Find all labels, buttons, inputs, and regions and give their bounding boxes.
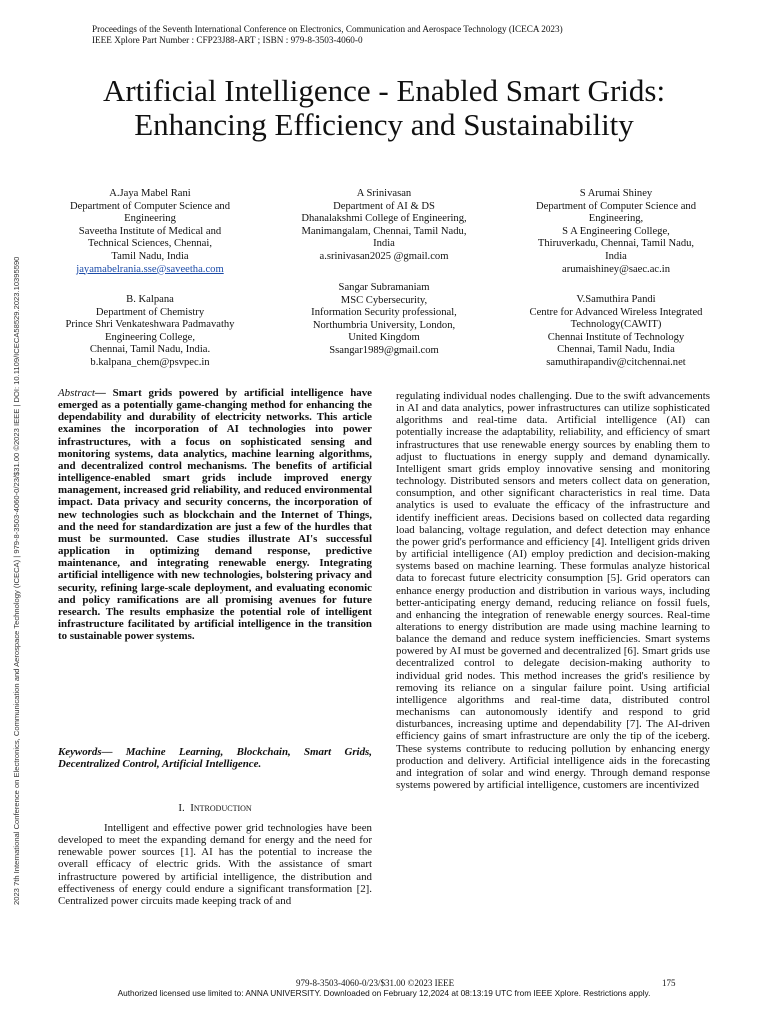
author-email[interactable] xyxy=(60,264,240,277)
author-email: Ssangar1989@gmail.com xyxy=(329,344,439,356)
author-block xyxy=(526,188,706,276)
doi-sidebar: 2023 7th International Conference on Electronics, Communication and Aerospace Technology (ICECA) | 979-8-3503-4060-0/23/$31.00 ©2023 IEEE | DOI: 10.1109/ICECA58529.2023.10395590 xyxy=(12,256,21,905)
abstract-text: Smart grids powered by artificial intelligence have emerged as a potentially game-changing method for enhancing the dependability and durability of electricity networks. This article examines the incorporation of AI technologies into power infrastructures, with a focus on sophisticated sensing and monitoring systems, data analytics, machine learning algorithms, and decentralized control mechanisms. The benefits of artificial intelligence-enabled smart grids include improved energy management, increased grid reliability, and reduced environmental impact. Data privacy and security concerns, the incorporation of new technologies such as blockchain and the Internet of Things, and the need for standardization are just a few of the hurdles that must be surmounted. Case studies illustrate AI's successful application in optimizing demand response, predictive maintenance, and integrating renewable energy. Integrating artificial intelligence with new technologies, bolstering privacy and security, refining large-scale deployment, and evaluating economic and policy ramifications are all promising avenues for future research. The results emphasize the potential role of intelligent infrastructure facilitated by artificial intelligence in the transition to sustainable power systems. xyxy=(58,387,372,643)
author-dept: MSC Cybersecurity, xyxy=(340,294,428,306)
author-dept: Department of AI & DS xyxy=(333,200,435,212)
author-email: samuthirapandiv@citchennai.net xyxy=(546,356,686,368)
copyright-line: 979-8-3503-4060-0/23/$31.00 ©2023 IEEE xyxy=(296,978,455,988)
page-number: 175 xyxy=(662,978,676,988)
author-inst: Information Security professional, Northumbria University, London, xyxy=(311,307,457,331)
author-loc: United Kingdom xyxy=(348,332,420,344)
intro-text: Intelligent and effective power grid technologies have been developed to meet the expanding demand for energy and the need for renewable power sources [1]. AI has the potential to increase the overall efficacy of electric grids. With the assistance of smart infrastructure powered by artificial intelligence, the distribution and effectiveness of energy could endure a significant transformation [2]. Centralized power circuits made keeping track of and xyxy=(58,822,372,907)
author-inst: Chennai Institute of Technology xyxy=(547,331,685,343)
author-loc: Chennai, Tamil Nadu, India. xyxy=(89,344,211,356)
abstract-dash: — xyxy=(94,387,113,399)
author-dept: Department of Chemistry xyxy=(95,306,205,318)
author-dept: Centre for Advanced Wireless Integrated Technology(CAWIT) xyxy=(529,306,703,331)
section-number: I. xyxy=(178,802,185,814)
section-heading xyxy=(58,802,372,814)
author-name: A Srinivasan xyxy=(356,188,412,199)
author-inst: Dhanalakshmi College of Engineering, Manimangalam, Chennai, Tamil Nadu, xyxy=(301,213,467,237)
author-inst: S A Engineering College, xyxy=(562,225,670,237)
abstract xyxy=(58,387,372,642)
keywords: Keywords— Machine Learning, Blockchain, Smart Grids, Decentralized Control, Artificial Intelligence. xyxy=(58,746,372,771)
right-column-text xyxy=(396,390,710,791)
author-name: V.Samuthira Pandi xyxy=(576,294,656,305)
author-email: arumaishiney@saec.ac.in xyxy=(562,263,670,275)
abstract-label: Abstract xyxy=(58,387,95,399)
author-email: a.srinivasan2025 @gmail.com xyxy=(319,250,449,262)
author-loc: Chennai, Tamil Nadu, India xyxy=(557,344,675,356)
author-name: S Arumai Shiney xyxy=(579,188,653,199)
author-name: A.Jaya Mabel Rani xyxy=(109,188,191,199)
author-block xyxy=(60,188,240,276)
author-inst: Prince Shri Venkateshwara Padmavathy Engineering College, xyxy=(65,319,235,343)
author-dept: Department of Computer Science and Engineering xyxy=(69,200,231,225)
author-name: B. Kalpana xyxy=(126,294,174,305)
author-block xyxy=(60,294,240,370)
author-loc: India xyxy=(373,238,395,250)
title-line-1: Artificial Intelligence - Enabled Smart Grids: xyxy=(102,73,666,108)
author-dept: Department of Computer Science and Engineering, xyxy=(535,200,697,225)
author-block xyxy=(288,188,480,264)
paper-title xyxy=(60,74,708,142)
author-email: b.kalpana_chem@psvpec.in xyxy=(90,356,210,368)
section-title: Introduction xyxy=(190,802,252,814)
body-text: regulating individual nodes challenging. Due to the swift advancements in AI and data analytics, power infrastructures can utilize sophisticated algorithms and real-time data. Artificial intelligence (AI) can potentially increase the adaptability, reliability, and efficiency of smart infrastructures that use renewable energy sources by enabling them to adjust to fluctuations in energy supply and demand dynamically. Intelligent smart grids employ innovative sensing and monitoring technology. Distributed sensors and meters collect data on generation, consumption, and other significant characteristics in real time. Data analytics is used to evaluate the efficacy of the infrastructure and identify inefficient areas. Decisions based on collected data regarding load balancing, voltage regulation, and defect detection may enhance the power grid's performance and efficiency [4]. Intelligent grids driven by artificial intelligence (AI) employ prediction and decision-making systems based on machine learning. These formulas analyze historical data to forecast future electricity consumption [5]. Grid operators can enhance energy production and distribution in various ways, including better-anticipating energy demand, reducing reliance on fossil fuels, and enhancing the integration of renewable energy sources. Real-time alterations to energy distribution are made using machine learning to balance the demand and reduce system inefficiencies. Smart systems powered by AI must be governed and decentralized [6]. Smart grids use decentralized control to delegate decision-making authority to individual grid nodes. This method increases the grid's resilience by removing its reliance on a singular failure point. Using artificial intelligence algorithms and real-time data, distributed control mechanisms can autonomously identify and respond to grid disturbances, increasing uptime and dependability [7]. The AI-driven efficiency gains of smart infrastructure are only the tip of the iceberg. These systems contribute to reducing pollution by enhancing energy production and delivery. Artificial intelligence aids in the forecasting and integration of solar and wind energy. Through demand response systems powered by artificial intelligence, customers are incentivized xyxy=(396,390,710,791)
license-notice: Authorized licensed use limited to: ANNA UNIVERSITY. Downloaded on February 12,2024 at 08:13:19 UTC from IEEE Xplore. Restrictions apply. xyxy=(117,988,651,998)
intro-paragraph xyxy=(58,822,372,907)
header-line-2: IEEE Xplore Part Number : CFP23J88-ART ; ISBN : 979-8-3503-4060-0 xyxy=(92,35,363,45)
author-block xyxy=(526,294,706,370)
author-loc: Tamil Nadu, India xyxy=(111,250,189,262)
author-email-link[interactable]: jayamabelrania.sse@saveetha.com xyxy=(76,263,224,275)
title-line-2: Enhancing Efficiency and Sustainability xyxy=(134,107,634,142)
header-line-1: Proceedings of the Seventh International Conference on Electronics, Communication and Aerospace Technology (ICECA 2023) xyxy=(92,24,563,34)
author-inst: Saveetha Institute of Medical and Technical Sciences, Chennai, xyxy=(78,225,222,250)
author-name: Sangar Subramaniam xyxy=(338,282,430,293)
conference-header xyxy=(92,24,563,46)
author-loc: Thiruverkadu, Chennai, Tamil Nadu, India xyxy=(537,238,695,262)
author-block xyxy=(288,282,480,358)
